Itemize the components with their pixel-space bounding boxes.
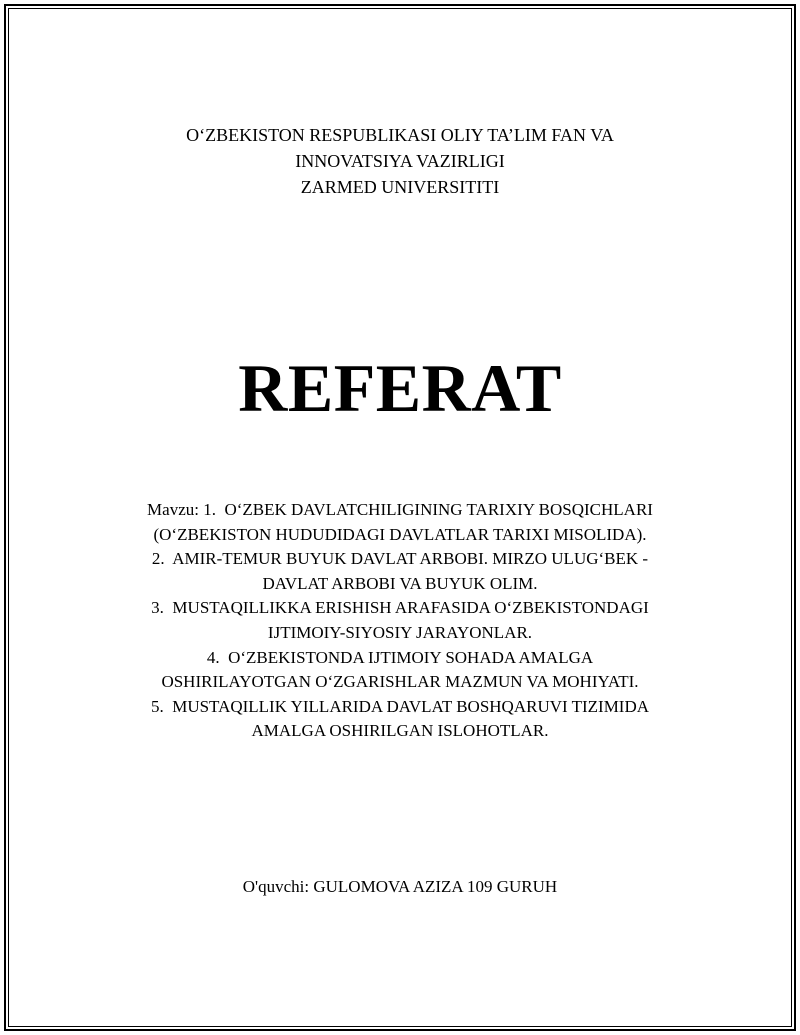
topic-line: Mavzu: 1. O‘ZBEK DAVLATCHILIGINING TARIXIY BOSQICHLARI [147,500,653,519]
ministry-header [0,122,800,200]
topic-section [0,498,800,744]
document-title: REFERAT [238,350,562,426]
header-line-ministry: O‘ZBEKISTON RESPUBLIKASI OLIY TA’LIM FAN VA [186,125,614,145]
header-line-university: ZARMED UNIVERSITITI [300,177,500,197]
student-info: O'quvchi: GULOMOVA AZIZA 109 GURUH [242,877,558,896]
topic-line: 5. MUSTAQILLIK YILLARIDA DAVLAT BOSHQARUVI TIZIMIDA [150,696,650,716]
topic-line: AMALGA OSHIRILGAN ISLOHOTLAR. [251,721,549,741]
topic-line: DAVLAT ARBOBI VA BUYUK OLIM. [262,573,538,593]
header-line-ministry-cont: INNOVATSIYA VAZIRLIGI [295,151,505,171]
topic-line: 2. AMIR-TEMUR BUYUK DAVLAT ARBOBI. MIRZO ULUG‘BEK - [151,549,649,569]
topic-line: 4. O‘ZBEKISTONDA IJTIMOIY SOHADA AMALGA [206,647,594,667]
topic-line: 3. MUSTAQILLIKKA ERISHISH ARAFASIDA O‘ZBEKISTONDAGI [151,598,649,618]
topic-line: OSHIRILAYOTGAN O‘ZGARISHLAR MAZMUN VA MOHIYATI. [161,672,639,692]
topic-line: (O‘ZBEKISTON HUDUDIDAGI DAVLATLAR TARIXI MISOLIDA). [153,524,647,544]
topic-line: IJTIMOIY-SIYOSIY JARAYONLAR. [267,622,533,642]
